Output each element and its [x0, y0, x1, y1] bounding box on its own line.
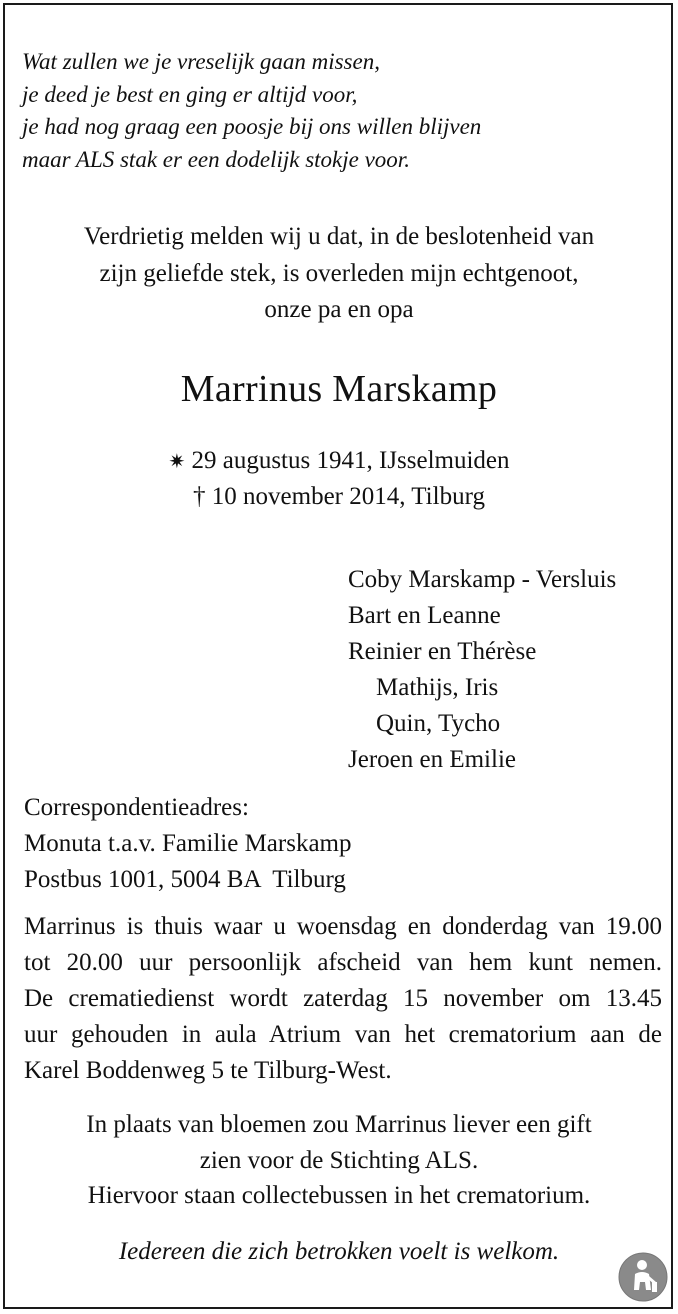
correspondence-address: [24, 790, 352, 898]
correspondence-line: Correspondentieadres:: [24, 794, 249, 821]
family-member: Bart en Leanne: [348, 602, 501, 629]
death-cross-icon: †: [193, 483, 206, 510]
birth-text: 29 augustus 1941, IJsselmuiden: [191, 447, 510, 474]
family-member: Jeroen en Emilie: [348, 746, 516, 773]
family-grandchildren: Mathijs, Iris: [376, 674, 499, 701]
donation-note: [0, 1107, 678, 1214]
deceased-name: Marrinus Marskamp: [180, 368, 498, 410]
announcement-line: Verdrietig melden wij u dat, in de beslotenheid van: [83, 223, 595, 250]
info-line: uur gehouden in aula Atrium van het crematorium aan de: [24, 1021, 662, 1048]
info-line: De crematiedienst wordt zaterdag 15 november om 13.45: [24, 985, 662, 1012]
family-member: Coby Marskamp - Versluis: [348, 566, 617, 593]
life-dates: [0, 443, 678, 515]
family-list: [348, 562, 616, 778]
birth-star-icon: ✷: [168, 449, 186, 473]
birth-date: [0, 443, 678, 479]
visitation-info: [24, 909, 662, 1089]
poem: [22, 46, 481, 176]
poem-line: je had nog graag een poosje bij ons willen blijven: [22, 114, 482, 139]
death-text: 10 november 2014, Tilburg: [211, 483, 485, 510]
info-line: tot 20.00 uur persoonlijk afscheid van hem kunt nemen.: [24, 949, 662, 976]
announcement: [0, 219, 678, 329]
death-date: [0, 479, 678, 515]
donation-line: zien voor de Stichting ALS.: [199, 1146, 479, 1174]
donation-line: In plaats van bloemen zou Marrinus liever een gift: [86, 1111, 592, 1138]
info-line: Karel Boddenweg 5 te Tilburg-West.: [24, 1057, 392, 1084]
donation-line: Hiervoor staan collectebussen in het crematorium.: [87, 1182, 591, 1209]
announcement-line: onze pa en opa: [264, 296, 414, 323]
poem-line: maar ALS stak er een dodelijk stokje voor.: [22, 146, 410, 172]
memorial-logo-icon: [618, 1252, 668, 1302]
correspondence-line: Monuta t.a.v. Familie Marskamp: [24, 830, 352, 857]
info-line: Marrinus is thuis waar u woensdag en donderdag van 19.00: [24, 913, 662, 940]
poem-line: Wat zullen we je vreselijk gaan missen,: [22, 49, 380, 74]
poem-line: je deed je best en ging er altijd voor,: [22, 81, 358, 107]
welcome-note: Iedereen die zich betrokken voelt is welkom.: [118, 1238, 560, 1265]
family-member: Reinier en Thérèse: [348, 638, 537, 665]
family-grandchildren: Quin, Tycho: [376, 710, 501, 737]
announcement-line: zijn geliefde stek, is overleden mijn echtgenoot,: [99, 259, 579, 287]
correspondence-line: Postbus 1001, 5004 BA Tilburg: [24, 866, 346, 893]
